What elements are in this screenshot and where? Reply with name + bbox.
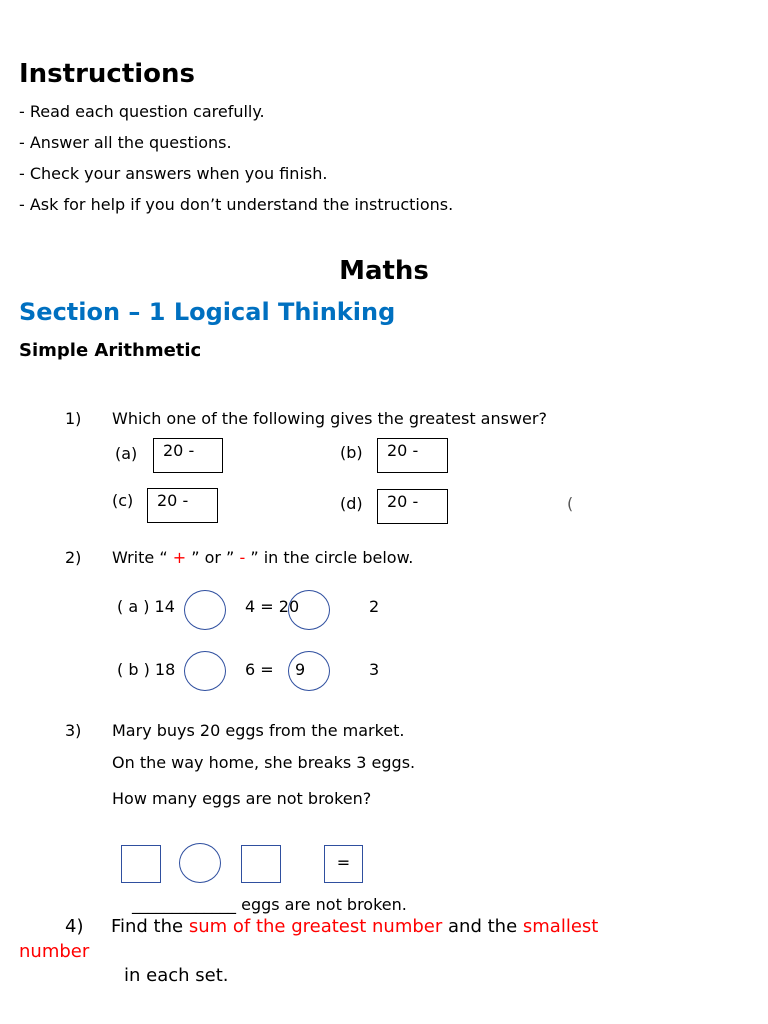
q4-line-3: in each set.: [124, 965, 229, 986]
q2a-right: 2: [369, 597, 380, 616]
instruction-item: - Ask for help if you don’t understand the instructions.: [19, 195, 454, 214]
q2-text-part: Write “: [112, 548, 168, 567]
q2a-answer-circle-2[interactable]: [288, 590, 330, 630]
q3-equals: =: [336, 853, 351, 872]
q4-highlight: sum of the greatest number: [188, 916, 443, 937]
q2-text: [112, 548, 413, 568]
subject-title: Maths: [339, 256, 429, 286]
q4-highlight-wrap: number: [19, 941, 90, 962]
minus-sign: -: [239, 548, 246, 567]
q2a-answer-circle-1[interactable]: [184, 590, 226, 630]
instruction-item: - Read each question carefully.: [19, 102, 265, 121]
plus-sign: +: [172, 548, 187, 567]
q3-answer-tail: eggs are not broken.: [241, 895, 407, 914]
section-title: Section – 1 Logical Thinking: [19, 298, 396, 326]
instructions-title: Instructions: [19, 59, 196, 89]
q3-operator-circle[interactable]: [179, 843, 221, 883]
stray-parenthesis: (: [567, 494, 574, 513]
q3-equals-box: [324, 845, 363, 883]
q2b-right: 3: [369, 660, 380, 679]
q3-answer-blank[interactable]: _____________: [132, 895, 236, 914]
q2b-answer-circle-1[interactable]: [184, 651, 226, 691]
q2-text-part: ” or ”: [191, 548, 235, 567]
q2b-middle: 6 =: [245, 660, 274, 679]
subsection-title: Simple Arithmetic: [19, 340, 202, 361]
q3-number: 3): [65, 721, 82, 740]
q3-line-2: On the way home, she breaks 3 eggs.: [112, 753, 416, 772]
q2a-left: ( a ) 14: [117, 597, 175, 616]
q1-number: 1): [65, 409, 82, 428]
q1-option-d-label: (d): [340, 494, 363, 513]
q3-answer-line: [132, 895, 407, 915]
q4-text: Find the: [110, 916, 184, 937]
q3-line-3: How many eggs are not broken?: [112, 789, 372, 808]
q1-option-a-label: (a): [115, 444, 138, 463]
q1-option-c-label: (c): [112, 491, 134, 510]
q1-option-c-box: 20 -: [147, 488, 218, 523]
q1-text: Which one of the following gives the greatest answer?: [112, 409, 547, 428]
q4-line-1: [65, 915, 598, 939]
q1-option-a-box: 20 -: [153, 438, 223, 473]
instruction-item: - Check your answers when you finish.: [19, 164, 328, 183]
q2b-circle-value: 9: [295, 660, 306, 679]
instruction-item: - Answer all the questions.: [19, 133, 232, 152]
q3-answer-box-2[interactable]: [241, 845, 281, 883]
q1-option-b-box: 20 -: [377, 438, 448, 473]
q4-number: 4): [65, 916, 84, 937]
q2-number: 2): [65, 548, 82, 567]
q1-option-b-label: (b): [340, 443, 363, 462]
q3-answer-box-1[interactable]: [121, 845, 161, 883]
q2-text-part: ” in the circle below.: [250, 548, 414, 567]
q2a-middle: 4 = 20: [245, 597, 300, 616]
q3-line-1: Mary buys 20 eggs from the market.: [112, 721, 405, 740]
q4-highlight: smallest: [522, 916, 599, 937]
q4-text: and the: [448, 916, 518, 937]
q2b-left: ( b ) 18: [117, 660, 176, 679]
q1-option-d-box: 20 -: [377, 489, 448, 524]
